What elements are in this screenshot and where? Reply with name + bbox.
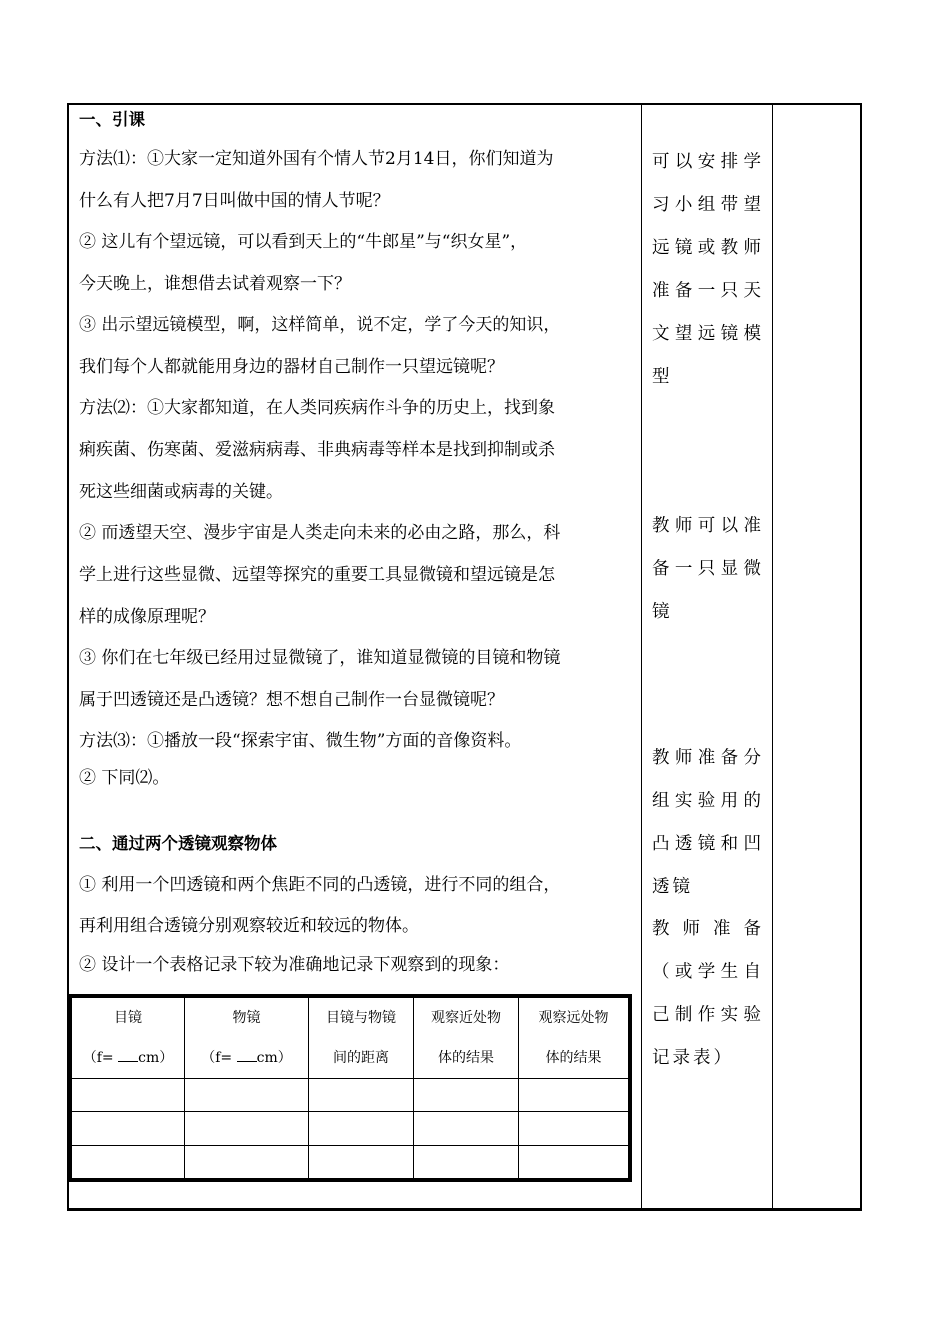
section1-line: ③ 你们在七年级已经用过显微镜了，谁知道显微镜的目镜和物镜 [79,648,561,668]
note-telescope: 可以安排学习小组带望远镜或教师准备一只天文望远镜模型 [652,152,764,387]
column-divider-2 [772,105,773,1208]
section1-line: 属于凹透镜还是凸透镜？想不想自己制作一台显微镜呢？ [79,690,504,710]
section1-line: 今天晚上，谁想借去试着观察一下？ [79,274,351,294]
section2-heading: 二、通过两个透镜观察物体 [79,834,277,853]
header-objective: 物镜 （f= cm） [185,998,309,1079]
focal-length-blank [118,1047,138,1062]
section2-line: ① 利用一个凹透镜和两个焦距不同的凸透镜，进行不同的组合， [79,875,561,895]
header-far-result: 观察远处物 体的结果 [519,998,629,1079]
header-eyepiece: 目镜 （f= cm） [72,998,185,1079]
table-row [72,1112,629,1145]
section1-line: 样的成像原理呢？ [79,607,215,627]
header-distance: 目镜与物镜 间的距离 [309,998,414,1079]
observation-record-table [68,994,632,1182]
note-record-table: 教师准备（或学生自己制作实验记录表） [652,919,764,1068]
table-row [72,1079,629,1112]
section1-heading: 一、引课 [79,110,145,129]
section2-line: 再利用组合透镜分别观察较近和较远的物体。 [79,916,419,936]
section1-line: ② 这儿有个望远镜，可以看到天上的“牛郎星”与“织女星”， [79,232,528,252]
section1-line: ② 而透望天空、漫步宇宙是人类走向未来的必由之路，那么，科 [79,523,561,543]
section1-line: 什么有人把7月7日叫做中国的情人节呢？ [79,191,390,211]
section1-line: 方法⑴：①大家一定知道外国有个情人节2月14日，你们知道为 [79,149,554,169]
focal-length-blank [237,1047,257,1062]
section1-line: ② 下同⑵。 [79,768,170,788]
header-near-result: 观察近处物 体的结果 [414,998,519,1079]
section1-line: 方法⑶：①播放一段“探索宇宙、微生物”方面的音像资料。 [79,731,522,751]
section1-line: 方法⑵：①大家都知道，在人类同疾病作斗争的历史上，找到象 [79,398,555,418]
section1-line: 痢疾菌、伤寒菌、爱滋病病毒、非典病毒等样本是找到抑制或杀 [79,440,555,460]
note-microscope: 教师可以准备一只显微镜 [652,516,764,622]
section2-line: ② 设计一个表格记录下较为准确地记录下观察到的现象： [79,955,510,975]
section1-line: 学上进行这些显微、远望等探究的重要工具显微镜和望远镜是怎 [79,565,555,585]
section1-line: 我们每个人都就能用身边的器材自己制作一只望远镜呢？ [79,357,504,377]
note-lenses: 教师准备分组实验用的凸透镜和凹透镜 [652,748,764,897]
section1-line: 死这些细菌或病毒的关键。 [79,482,283,502]
section1-line: ③ 出示望远镜模型，啊，这样简单，说不定，学了今天的知识， [79,315,561,335]
column-divider-1 [641,105,642,1208]
table-row [72,1145,629,1178]
